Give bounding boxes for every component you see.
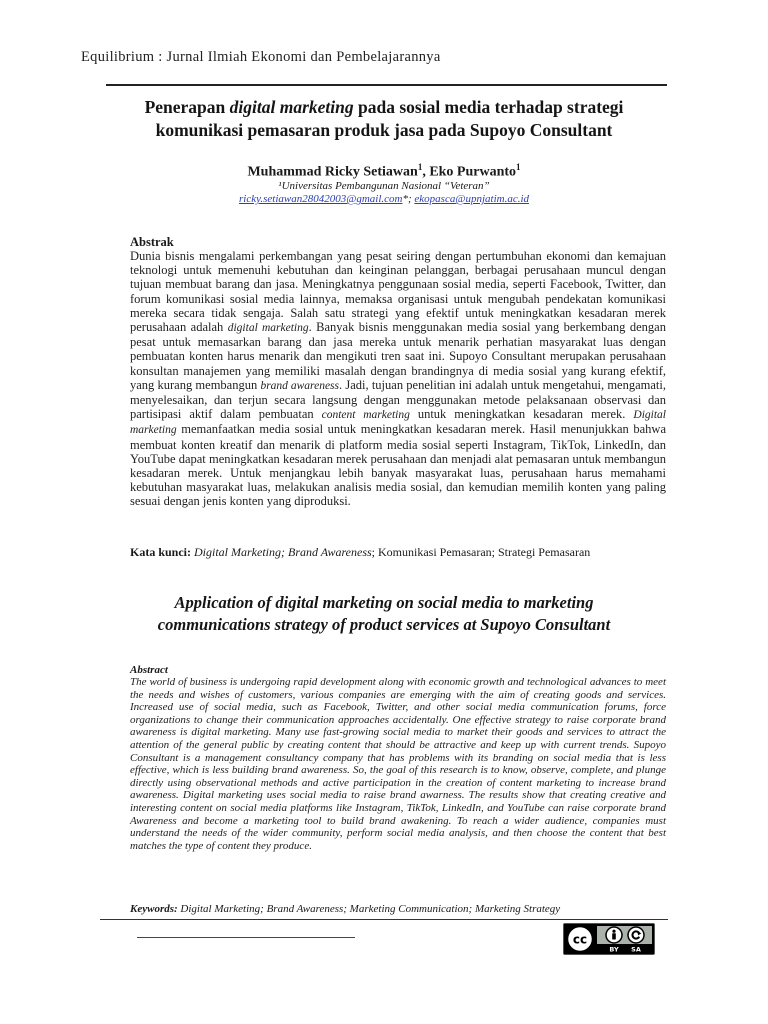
- english-title-line2: communications strategy of product services at Supoyo Consultant: [157, 615, 611, 634]
- abstrak-text-1: Dunia bisnis mengalami perkembangan yang pesat seiring dengan pertumbuhan ekonomi dan kemajuan teknologi untuk memenuhi kebutuhan dan keinginan pelanggan, berbagai perusahaan muncul dengan tujuan membuat barang dan jasa. Meningkatnya penggunaan sosial media, seperti Facebook, Twitter, dan forum komunikasi sosial media lainnya, memaksa organisasi untuk mengubah pendekatan komunikasi mereka secara tidak sengaja. Salah satu strategi yang efektif untuk meningkatkan kesadaran merek perusahaan adalah: [130, 249, 666, 335]
- abstrak-italic-2: brand awareness: [260, 379, 340, 392]
- authors: [100, 162, 668, 181]
- abstrak-text-2: . Banyak bisnis menggunakan media sosial yang berkembang dengan pesat untuk memasarkan barang dan jasa mereka untuk menarik perhatian masyarakat luas dengan pembuatan konten harus menarik dan mengikuti tren saat ini. Supoyo Consultant merupakan perusahaan konsultan manajemen yang memiliki masalah dengan brandingnya di media sosial yang kurang efektif, yang kurang membangun: [130, 320, 666, 392]
- author-1-sup: 1: [417, 162, 423, 172]
- footnote-rule: [137, 937, 355, 938]
- title-line1-rest: pada sosial media terhadap strategi: [353, 97, 624, 117]
- email-link-1[interactable]: ricky.setiawan28042003@gmail.com: [238, 193, 403, 205]
- email-separator: *;: [402, 193, 415, 205]
- abstract-body: The world of business is undergoing rapid development along with economic growth and technological advances to meet the needs and wishes of customers, various companies are emerging with the aim of creating goods and services. Increased use of social media, such as Facebook, Twitter, and other social media communication forums, force organizations to change their communication approaches accidentally. One effective strategy to raise corporate brand awareness is digital marketing. Many use fast-growing social media to market their goods and services to attract the attention of the general public by creating content that should be attractive and keep up with current trends. Supoyo Consultant is a management consultancy company that has problems with its branding on social media that is less effective, which is less building brand awareness. So, the goal of this research is to know, observe, complete, and plunge directly using observational methods and active participation in the creation of content marketing to increase brand awareness. Digital marketing uses social media to raise brand awarness. The results show that creating creative and interesting content on social media platforms like Instagram, TikTok, LinkedIn, and YouTube can raise corporate brand Awareness and become a marketing tool to build brand awakening. To reach a wider audience, companies must understand the needs of the wider community, perform social media analysis, and then choose the content that best matches the type of content they produce.: [130, 676, 666, 852]
- title-line2: komunikasi pemasaran produk jasa pada Supoyo Consultant: [155, 120, 613, 140]
- keywords-label: Keywords:: [130, 903, 178, 915]
- email-link-2[interactable]: ekopasca@upnjatim.ac.id: [414, 193, 530, 205]
- journal-header: Equilibrium : Jurnal Ilmiah Ekonomi dan Pembelajarannya: [81, 49, 441, 65]
- abstrak-text-5: memanfaatkan media sosial untuk meningkatkan kesadaran merek. Hasil menunjukkan bahwa membuat konten kreatif dan menarik di platform media sosial seperti Instagram, TikTok, LinkedIn, dan YouTube dapat meningkatkan kesadaran merek perusahaan dan menjadi alat pemasaran untuk membangun kesadaran merek. Untuk menjangkau lebih banyak masyarakat luas, perusahaan harus memahami kebutuhan masyarakat luas, melakukan analisis media sosial, dan kemudian memilih konten yang paling sesuai dengan jenis konten yang diproduksi.: [130, 422, 666, 509]
- affiliation: ¹Universitas Pembangunan Nasional “Veteran”: [278, 180, 490, 192]
- cc-by-sa-icon[interactable]: [563, 923, 655, 955]
- abstrak-text-3: . Jadi, tujuan penelitian ini adalah untuk mengetahui, mengamati, menyelesaikan, dan terjun secara langsung dengan menggunakan metode pelaksanaan observasi dan partisipasi aktif dalam pembuatan: [130, 377, 666, 422]
- abstrak-italic-1: digital marketing: [227, 322, 309, 335]
- title-prefix: Penerapan: [144, 97, 230, 117]
- english-title: [100, 592, 668, 636]
- author-separator: ,: [422, 164, 430, 180]
- english-title-line1: Application of digital marketing on social media to marketing: [174, 593, 594, 612]
- kata-kunci-rest: ; Komunikasi Pemasaran; Strategi Pemasaran: [371, 545, 591, 559]
- author-1: Muhammad Ricky Setiawan: [247, 164, 418, 180]
- header-rule: [106, 84, 667, 86]
- author-2: Eko Purwanto: [429, 164, 517, 180]
- kata-kunci: [130, 545, 590, 560]
- svg-text:SA: SA: [631, 945, 641, 954]
- author-emails: [100, 193, 668, 205]
- abstrak-italic-4: Digital marketing: [130, 409, 666, 437]
- abstrak-body: [130, 249, 666, 509]
- author-2-sup: 1: [516, 162, 521, 172]
- abstract-heading: Abstract: [130, 664, 168, 676]
- keywords: [130, 903, 560, 915]
- abstrak-heading: Abstrak: [130, 235, 174, 249]
- cc-license-icon: [564, 924, 654, 954]
- abstrak-text-4: untuk meningkatkan kesadaran merek.: [409, 407, 634, 422]
- svg-text:BY: BY: [609, 945, 619, 954]
- footer-rule: [100, 919, 668, 920]
- paper-title: [100, 96, 668, 142]
- keywords-text: Digital Marketing; Brand Awareness; Marketing Communication; Marketing Strategy: [177, 903, 561, 915]
- kata-kunci-label: Kata kunci:: [130, 545, 192, 559]
- title-italic: digital marketing: [229, 97, 354, 117]
- svg-text:cc: cc: [572, 932, 588, 947]
- kata-kunci-italic: Digital Marketing; Brand Awareness: [191, 545, 372, 559]
- abstrak-italic-3: content marketing: [321, 409, 410, 422]
